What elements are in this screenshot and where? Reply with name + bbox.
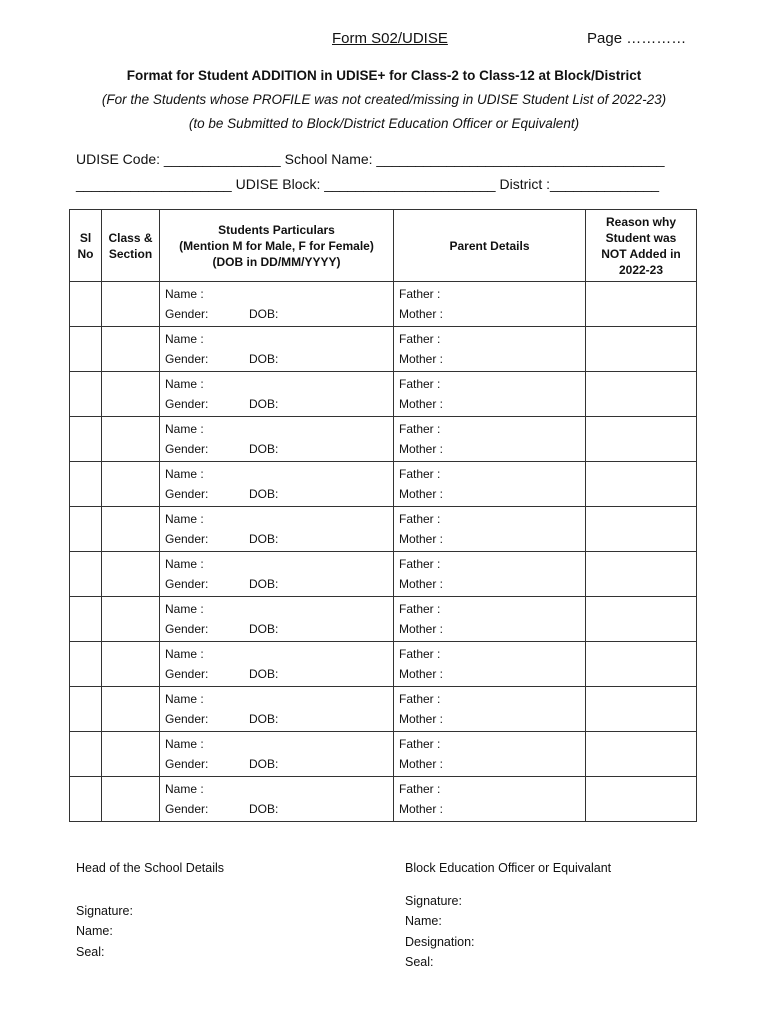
class-section-cell[interactable] — [102, 417, 160, 462]
father-label: Father : — [399, 287, 441, 301]
sl-no-cell[interactable] — [70, 327, 102, 372]
gender-label: Gender: — [165, 757, 209, 771]
udise-code-school-name-line: UDISE Code: _______________ School Name: _____________________________________ — [76, 151, 665, 167]
sl-no-cell[interactable] — [70, 732, 102, 777]
father-label: Father : — [399, 557, 441, 571]
mother-label: Mother : — [399, 442, 444, 456]
mother-label: Mother : — [399, 802, 444, 816]
form-id: Form S02/UDISE — [332, 30, 448, 47]
head-of-school-heading: Head of the School Details — [76, 861, 225, 875]
mother-label: Mother : — [399, 307, 444, 321]
dob-label: DOB: — [249, 577, 279, 591]
reason-cell[interactable] — [586, 777, 697, 822]
dob-label: DOB: — [249, 757, 279, 771]
student-particulars-cell[interactable] — [160, 732, 394, 777]
student-particulars-cell[interactable] — [160, 417, 394, 462]
parent-details-cell[interactable] — [394, 462, 586, 507]
header-reason-line: Reason why — [605, 214, 677, 229]
gender-label: Gender: — [165, 622, 209, 636]
student-particulars-cell[interactable] — [160, 507, 394, 552]
father-label: Father : — [399, 602, 441, 616]
name-label: Name : — [165, 782, 204, 796]
class-section-cell[interactable] — [102, 462, 160, 507]
form-subtitle-2: (to be Submitted to Block/District Education Officer or Equivalent) — [188, 116, 580, 131]
student-particulars-cell[interactable] — [160, 687, 394, 732]
gender-label: Gender: — [165, 352, 209, 366]
mother-label: Mother : — [399, 397, 444, 411]
dob-label: DOB: — [249, 442, 279, 456]
mother-label: Mother : — [399, 712, 444, 726]
student-row — [70, 462, 697, 507]
student-particulars-cell[interactable] — [160, 642, 394, 687]
reason-cell[interactable] — [586, 372, 697, 417]
dob-label: DOB: — [249, 622, 279, 636]
parent-details-cell[interactable] — [394, 777, 586, 822]
reason-cell[interactable] — [586, 462, 697, 507]
dob-label: DOB: — [249, 352, 279, 366]
dob-label: DOB: — [249, 712, 279, 726]
father-label: Father : — [399, 737, 441, 751]
dob-label: DOB: — [249, 532, 279, 546]
name-label: Name : — [165, 422, 204, 436]
student-row — [70, 732, 697, 777]
father-label: Father : — [399, 422, 441, 436]
table-header-row — [70, 210, 697, 282]
student-row — [70, 597, 697, 642]
parent-details-cell[interactable] — [394, 282, 586, 327]
name-label: Name : — [165, 512, 204, 526]
parent-details-cell[interactable] — [394, 507, 586, 552]
head-seal-label: Seal: — [76, 944, 105, 959]
header-class-section-line: Section — [108, 246, 153, 261]
gender-label: Gender: — [165, 577, 209, 591]
father-label: Father : — [399, 782, 441, 796]
header-sl-no — [70, 210, 102, 282]
father-label: Father : — [399, 377, 441, 391]
sl-no-cell[interactable] — [70, 642, 102, 687]
class-section-cell[interactable] — [102, 732, 160, 777]
father-label: Father : — [399, 467, 441, 481]
class-section-cell[interactable] — [102, 282, 160, 327]
father-label: Father : — [399, 512, 441, 526]
student-row — [70, 777, 697, 822]
dob-label: DOB: — [249, 802, 279, 816]
student-row — [70, 687, 697, 732]
header-reason-line: Student was — [605, 230, 677, 245]
father-label: Father : — [399, 692, 441, 706]
parent-details-cell[interactable] — [394, 372, 586, 417]
header-student-particulars — [160, 210, 394, 282]
student-particulars-cell[interactable] — [160, 777, 394, 822]
header-particulars-line: Students Particulars — [218, 222, 335, 237]
mother-label: Mother : — [399, 667, 444, 681]
reason-cell[interactable] — [586, 327, 697, 372]
header-particulars-line: (Mention M for Male, F for Female) — [179, 238, 374, 253]
mother-label: Mother : — [399, 577, 444, 591]
sl-no-cell[interactable] — [70, 417, 102, 462]
gender-label: Gender: — [165, 307, 209, 321]
head-of-school-details — [76, 858, 224, 962]
header-parent-details — [394, 210, 586, 282]
student-row — [70, 642, 697, 687]
header-parent-line: Parent Details — [449, 238, 530, 253]
mother-label: Mother : — [399, 757, 444, 771]
reason-cell[interactable] — [586, 507, 697, 552]
reason-cell[interactable] — [586, 642, 697, 687]
header-particulars-line: (DOB in DD/MM/YYYY) — [212, 254, 341, 269]
father-label: Father : — [399, 332, 441, 346]
page-number-label: Page ………… — [587, 30, 687, 47]
reason-cell[interactable] — [586, 552, 697, 597]
gender-label: Gender: — [165, 397, 209, 411]
reason-cell[interactable] — [586, 687, 697, 732]
class-section-cell[interactable] — [102, 777, 160, 822]
gender-label: Gender: — [165, 442, 209, 456]
class-section-cell[interactable] — [102, 597, 160, 642]
name-label: Name : — [165, 692, 204, 706]
sl-no-cell[interactable] — [70, 462, 102, 507]
class-section-cell[interactable] — [102, 507, 160, 552]
student-row — [70, 552, 697, 597]
header-class-section — [102, 210, 160, 282]
name-label: Name : — [165, 602, 204, 616]
dob-label: DOB: — [249, 667, 279, 681]
sl-no-cell[interactable] — [70, 597, 102, 642]
form-subtitle-1: (For the Students whose PROFILE was not created/missing in UDISE Student List of 2022-23) — [101, 92, 667, 107]
student-addition-table — [69, 209, 697, 822]
beo-heading: Block Education Officer or Equivalant — [405, 861, 612, 875]
name-label: Name : — [165, 377, 204, 391]
block-education-officer-details — [405, 858, 611, 973]
class-section-cell[interactable] — [102, 372, 160, 417]
student-particulars-cell[interactable] — [160, 552, 394, 597]
student-particulars-cell[interactable] — [160, 597, 394, 642]
class-section-cell[interactable] — [102, 642, 160, 687]
head-signature-label: Signature: — [76, 903, 133, 918]
beo-name-label: Name: — [405, 914, 442, 928]
class-section-cell[interactable] — [102, 552, 160, 597]
beo-seal-label: Seal: — [405, 955, 434, 969]
parent-details-cell[interactable] — [394, 687, 586, 732]
parent-details-cell[interactable] — [394, 327, 586, 372]
sl-no-cell[interactable] — [70, 777, 102, 822]
sl-no-cell[interactable] — [70, 507, 102, 552]
dob-label: DOB: — [249, 307, 279, 321]
student-row — [70, 372, 697, 417]
form-title: Format for Student ADDITION in UDISE+ for Class-2 to Class-12 at Block/District — [126, 68, 642, 83]
parent-details-cell[interactable] — [394, 597, 586, 642]
class-section-cell[interactable] — [102, 687, 160, 732]
header-sl-no-line: Sl — [79, 230, 92, 245]
header-reason — [586, 210, 697, 282]
header-sl-no-line: No — [77, 246, 94, 261]
parent-details-cell[interactable] — [394, 417, 586, 462]
sl-no-cell[interactable] — [70, 687, 102, 732]
header-reason-line: 2022-23 — [618, 262, 664, 277]
student-particulars-cell[interactable] — [160, 462, 394, 507]
parent-details-cell[interactable] — [394, 732, 586, 777]
student-row — [70, 327, 697, 372]
name-label: Name : — [165, 647, 204, 661]
student-particulars-cell[interactable] — [160, 372, 394, 417]
reason-cell[interactable] — [586, 732, 697, 777]
mother-label: Mother : — [399, 622, 444, 636]
gender-label: Gender: — [165, 532, 209, 546]
mother-label: Mother : — [399, 487, 444, 501]
name-label: Name : — [165, 287, 204, 301]
name-label: Name : — [165, 332, 204, 346]
beo-designation-label: Designation: — [405, 934, 475, 949]
reason-cell[interactable] — [586, 282, 697, 327]
sl-no-cell[interactable] — [70, 372, 102, 417]
header-class-section-line: Class & — [108, 230, 153, 245]
gender-label: Gender: — [165, 802, 209, 816]
parent-details-cell[interactable] — [394, 642, 586, 687]
beo-signature-label: Signature: — [405, 893, 462, 908]
father-label: Father : — [399, 647, 441, 661]
name-label: Name : — [165, 737, 204, 751]
mother-label: Mother : — [399, 532, 444, 546]
reason-cell[interactable] — [586, 417, 697, 462]
sl-no-cell[interactable] — [70, 552, 102, 597]
dob-label: DOB: — [249, 397, 279, 411]
dob-label: DOB: — [249, 487, 279, 501]
student-row — [70, 282, 697, 327]
class-section-cell[interactable] — [102, 327, 160, 372]
header-reason-line: NOT Added in — [601, 246, 681, 261]
reason-cell[interactable] — [586, 597, 697, 642]
name-label: Name : — [165, 557, 204, 571]
parent-details-cell[interactable] — [394, 552, 586, 597]
student-particulars-cell[interactable] — [160, 327, 394, 372]
gender-label: Gender: — [165, 667, 209, 681]
sl-no-cell[interactable] — [70, 282, 102, 327]
student-row — [70, 507, 697, 552]
gender-label: Gender: — [165, 487, 209, 501]
mother-label: Mother : — [399, 352, 444, 366]
student-particulars-cell[interactable] — [160, 282, 394, 327]
student-row — [70, 417, 697, 462]
udise-block-district-line: ____________________ UDISE Block: ______________________ District :______________ — [76, 176, 660, 192]
gender-label: Gender: — [165, 712, 209, 726]
head-name-label: Name: — [76, 924, 113, 938]
name-label: Name : — [165, 467, 204, 481]
